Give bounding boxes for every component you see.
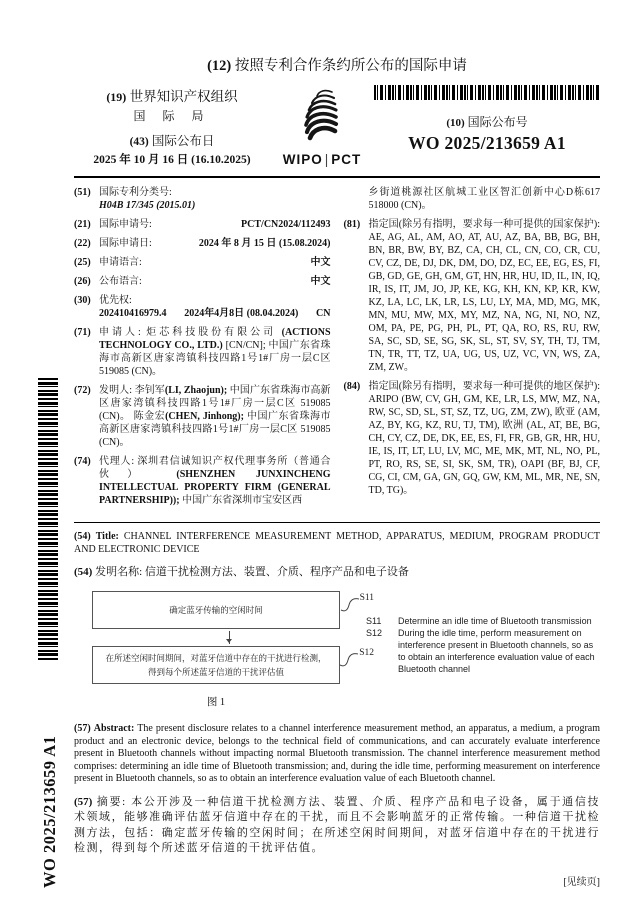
wipo-text: WIPO [282,152,323,167]
publication-number-block [374,85,600,167]
publication-language-label: 公布语言: [99,276,142,287]
title-chinese-value: 信道干扰检测方法、装置、介质、程序产品和电子设备 [144,566,409,578]
flowchart-box-1: 确定蓝牙传输的空闲时间 [92,591,340,629]
field-number-84: (84) [343,381,361,392]
abstract-chinese-label: 摘要: [96,795,127,808]
continuation-note: [见续页] [563,876,600,888]
publication-number: WO 2025/213659 A1 [408,133,566,153]
field-filing-date [74,237,331,250]
field-priority [74,294,331,320]
priority-application-number: 202410416979.4 [99,308,167,319]
field-number-81: (81) [343,219,361,230]
filing-language-value: 中文 [310,257,331,268]
step-tag-s11 [340,593,374,612]
field-designated-regions [344,380,601,497]
field-number-12: (12) [207,58,232,74]
wordmark-divider: | [324,152,330,167]
figure-caption: 图 1 [206,697,226,708]
field-number-71: (71) [74,327,91,338]
field-agent [74,455,331,507]
figure-section [74,591,600,709]
designated-states-list: AE, AG, AL, AM, AO, AT, AU, AZ, BA, BB, BG, BH, BN, BR, BW, BY, BZ, CA, CH, CL, CN, CO, CR, CU, CV, CZ, DE, DJ, DK, DM, DO, DZ, EC, EE, EG, ES, FI, GB, GD, GE, GH, GM, GT, HN, HR, HU, ID, IL, IN, IQ, IR, IS, IT, JM, JO, JP, KE, KG, KH, KN, KP, KR, KW, KZ, LA, LC, LK, LR, LS, LU, LY, MA, MD, MG, MK, MN, MU, MW, MX, MY, MZ, NA, NG, NI, NO, NZ, OM, PA, PE, PG, PH, PL, PT, QA, RO, RS, RU, RW, SA, SC, SD, SE, SG, SK, SL, ST, SV, SY, TH, TJ, TM, TN, TR, TT, TZ, UA, UG, US, UZ, VC, VN, WS, ZA, ZM, ZW。 [368,232,600,373]
ipc-value: H04B 17/345 (2015.01) [99,200,196,211]
ipc-label: 国际专利分类号: [99,187,172,198]
applicant-address: [CN/CN]; 中国广东省珠海市高新区唐家湾镇科技四路1号1#厂房一层C区 519085 (CN)。 [99,340,331,377]
field-number-54-cn: (54) [74,566,93,578]
field-number-10: (10) [446,117,465,129]
field-designated-states [344,218,601,374]
leader-squiggle-icon [339,652,359,667]
publication-date-label: 国际公布日 [151,134,215,148]
figure-legend [366,615,600,709]
inventor2-name-cn: 陈金宏 [133,411,166,422]
title-chinese-label: 发明名称: [95,566,143,578]
field-number-74: (74) [74,456,91,467]
filing-date-label: 国际申请日: [99,238,152,249]
designated-regions-list: ARIPO (BW, CV, GH, GM, KE, LR, LS, MW, MZ, NA, RW, SC, SD, SL, ST, SZ, TZ, UG, ZM, ZW), 欧亚 (AM, AZ, BY, KG, KZ, RU, TJ, TM), 欧洲 (AL, AT, BE, BG, CH, CY, CZ, DE, DK, EE, ES, FI, FR, GB, GR, HR, HU, IE, IS, IT, LT, LU, LV, MC, ME, MK, MT, NL, NO, PL, PT, RO, RS, SE, SI, SK, SM, TR), OAPI (BF, BJ, CF, CG, CI, CM, GA, GN, GQ, GW, KM, ML, MR, NE, SN, TD, TG)。 [368,394,600,496]
legend-text-s12: During the idle time, perform measurement on interference present in Bluetooth channels, so as to obtain an interference evaluation value of each Bluetooth channel [398,628,595,674]
flowchart-figure [74,591,374,709]
designated-regions-label: 指定国(除另有指明，要求每一种可提供的地区保护): [368,381,600,392]
flow-arrow-icon [229,631,230,644]
priority-row [99,307,331,320]
header-row [74,85,600,167]
field-number-43: (43) [129,136,149,148]
applicant-name-en: (ACTIONS TECHNOLOGY CO., LTD.) [99,327,331,351]
biblio-right-column [344,186,601,513]
field-number-57-cn: (57) [74,795,93,808]
flowchart-step-1 [92,591,374,629]
priority-country: CN [316,308,331,319]
application-number-value: PCT/CN2024/112493 [241,219,331,230]
priority-date: 2024年4月8日 (08.04.2024) [184,308,299,319]
field-number-30: (30) [74,295,91,306]
field-number-25: (25) [74,257,91,268]
inventor1-address: 中国广东省珠海市高新区唐家湾镇科技四路1号1#厂房一层C区 519085 (CN)。 [99,385,331,422]
inventors-label: 发明人: [99,385,133,396]
flowchart-box-2: 在所述空闲时间期间，对蓝牙信道中存在的干扰进行检测，得到每个所述蓝牙信道的干扰评估值 [92,646,340,684]
applicant-label: 申请人: [99,327,141,338]
publication-date: 2025 年 10 月 16 日 (16.10.2025) [93,154,251,166]
agent-address: 中国广东省深圳市宝安区西 [182,495,303,506]
field-number-54-en: (54) [74,531,91,542]
application-number-label: 国际申请号: [99,219,152,230]
pct-text: PCT [331,152,362,167]
filing-date-value: 2024 年 8 月 15 日 (15.08.2024) [198,238,331,249]
applicant-name-cn: 炬芯科技股份有限公司 [146,327,277,338]
flowchart-step-2 [92,646,374,684]
title-divider [74,522,600,523]
abstract-chinese-text: 本公开涉及一种信道干扰检测方法、装置、介质、程序产品和电子设备，属于通信技术领域，能够准确评估蓝牙信道中存在的干扰，而且不会影响蓝牙的正常传输。一种信道干扰检测方法，包括：确定蓝牙传输的空闲时间；在所述空闲时间期间，对蓝牙信道中存在的干扰进行检测，得到每个所述蓝牙信道的干扰评估值。 [74,795,601,854]
step-tag-s12 [339,648,374,667]
priority-label: 优先权: [99,295,132,306]
field-number-26: (26) [74,276,91,287]
field-number-21: (21) [74,219,91,230]
legend-key-s12: S12 [366,628,383,638]
agent-name-en: (SHENZHEN JUNXINCHENG INTELLECTUAL PROPERTY FIRM (GENERAL PARTNERSHIP)); [99,469,331,506]
inventor1-name-cn: 李钊军 [134,385,165,396]
biblio-left-column [74,186,331,513]
wipo-pct-wordmark [270,152,374,167]
filing-language-label: 申请语言: [99,257,142,268]
leader-squiggle-icon [340,597,360,612]
field-applicant [74,326,331,378]
pct-header-line [74,54,600,75]
issuing-org-block [74,85,270,167]
bibliographic-section [74,186,600,513]
abstract-english [74,723,600,786]
title-english-label: Title: [95,531,119,542]
field-number-57-en: (57) [74,723,91,734]
wipo-logo-block [270,85,374,167]
legend-key-s11: S11 [366,616,382,626]
agent-label: 代理人: [99,456,135,467]
abstract-english-text: The present disclosure relates to a channel interference measurement method, an apparatus, a medium, a program product and an electronic device, belongs to the technical field of communications, and can accurately evaluate interference present in Bluetooth channels without impacting normal Bluetooth transmission. The channel interference measurement method comprises: determining an idle time of Bluetooth transmission; and, during the idle time, performing measurement on interference present in Bluetooth channels, so as to obtain an interference evaluation value of each Bluetooth channel. [74,723,601,784]
publication-language-value: 中文 [310,276,331,287]
sidebar-publication-number: WO 2025/213659 A1 [40,735,59,888]
wipo-logo-icon [296,87,348,145]
inventor2-address: 中国广东省珠海市高新区唐家湾镇科技四路1号1#厂房一层C区 519085 (CN)。 [99,411,331,448]
header-divider [74,176,600,178]
field-application-number [74,218,331,231]
step-label-s11: S11 [359,593,374,603]
inventor1-name-en: (LI, Zhaojun); [164,385,228,396]
title-english [74,530,600,556]
org-name: 世界知识产权组织 [129,89,238,104]
abstract-english-label: Abstract: [93,723,135,734]
designated-states-label: 指定国(除另有指明，要求每一种可提供的国家保护): [368,219,600,230]
field-number-19: (19) [106,90,127,104]
inventor2-name-en: (CHEN, Jinhong); [165,411,244,422]
org-bureau: 国 际 局 [133,109,211,123]
agent-address-continuation: 乡街道桃源社区航城工业区智汇创新中心D栋617 518000 (CN)。 [368,187,600,211]
abstract-chinese [74,795,600,857]
legend-row-s12 [366,627,600,675]
field-number-51: (51) [74,187,91,198]
main-content [74,0,600,888]
field-number-72: (72) [74,385,91,396]
title-english-value: CHANNEL INTERFERENCE MEASUREMENT METHOD, APPARATUS, MEDIUM, PROGRAM PRODUCT AND ELECTRONIC DEVICE [74,531,600,555]
field-publication-language [74,275,331,288]
pct-header-text: 按照专利合作条约所公布的国际申请 [234,58,467,74]
publication-number-label: 国际公布号 [467,115,528,129]
legend-row-s11 [366,615,600,627]
field-inventors [74,384,331,449]
title-chinese [74,563,600,579]
vertical-barcode [38,378,58,660]
legend-text-s11: Determine an idle time of Bluetooth transmission [398,616,592,626]
agent-name-cn: 深圳君信诚知识产权代理事务所（普通合伙） [99,456,331,480]
field-number-22: (22) [74,238,91,249]
step-label-s12: S12 [359,648,374,658]
field-filing-language [74,256,331,269]
horizontal-barcode [374,85,600,100]
field-ipc [74,186,331,212]
